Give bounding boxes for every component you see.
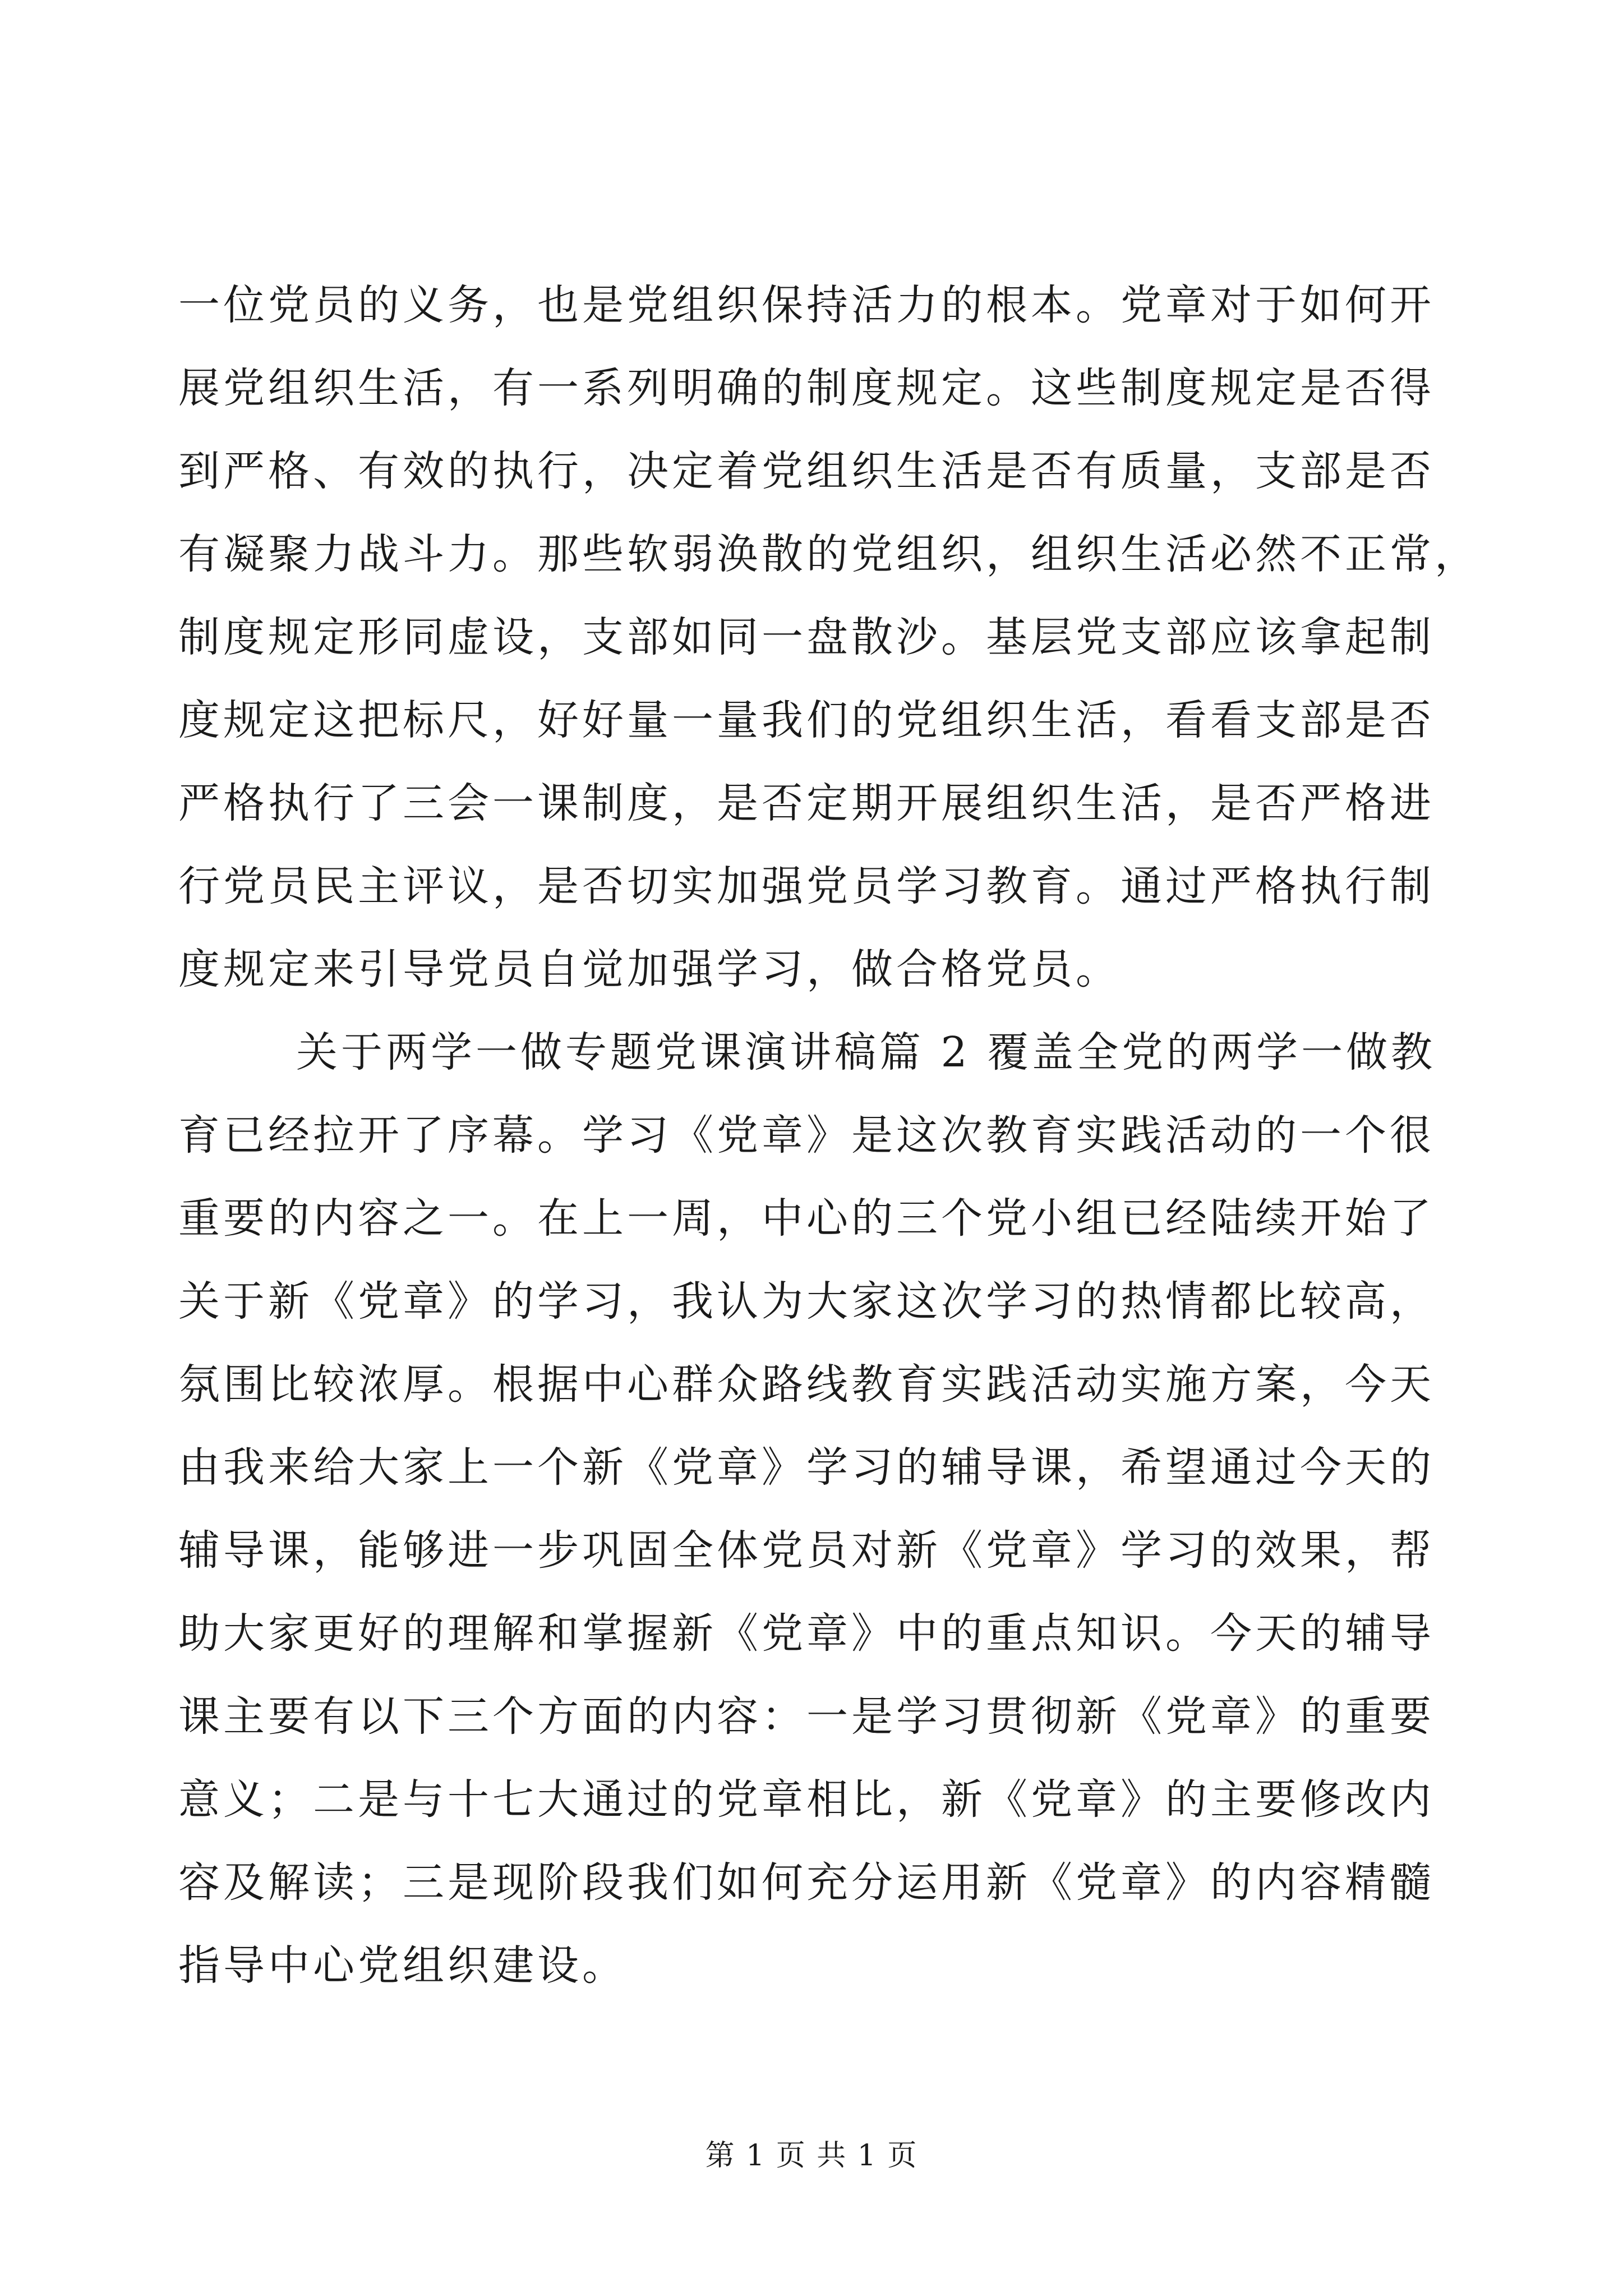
text-line-20: 容及解读；三是现阶段我们如何充分运用新《党章》的内容精髓 [178, 1858, 1435, 1907]
text-line-11: 育已经拉开了序幕。学习《党章》是这次教育实践活动的一个很 [178, 1111, 1435, 1159]
text-line-4: 有凝聚力战斗力。那些软弱涣散的党组织，组织生活必然不正常， [178, 530, 1479, 578]
text-line-17: 助大家更好的理解和掌握新《党章》中的重点知识。今天的辅导 [178, 1609, 1435, 1658]
page-number-label: 第 1 页 共 1 页 [705, 2139, 918, 2173]
text-line-9: 度规定来引导党员自觉加强学习，做合格党员。 [178, 945, 1121, 993]
text-line-3: 到严格、有效的执行，决定着党组织生活是否有质量，支部是否 [178, 447, 1435, 495]
text-line-15: 由我来给大家上一个新《党章》学习的辅导课，希望通过今天的 [178, 1443, 1435, 1492]
text-line-12: 重要的内容之一。在上一周，中心的三个党小组已经陆续开始了 [178, 1194, 1435, 1243]
text-line-16: 辅导课，能够进一步巩固全体党员对新《党章》学习的效果，帮 [178, 1526, 1435, 1575]
text-line-14: 氛围比较浓厚。根据中心群众路线教育实践活动实施方案，今天 [178, 1360, 1435, 1409]
text-line-1: 一位党员的义务，也是党组织保持活力的根本。党章对于如何开 [178, 281, 1435, 329]
text-line-13: 关于新《党章》的学习，我认为大家这次学习的热情都比较高， [178, 1277, 1435, 1326]
text-line-18: 课主要有以下三个方面的内容：一是学习贯彻新《党章》的重要 [178, 1692, 1435, 1741]
text-line-7: 严格执行了三会一课制度，是否定期开展组织生活，是否严格进 [178, 779, 1435, 827]
text-line-21: 指导中心党组织建设。 [178, 1941, 627, 1990]
text-line-6: 度规定这把标尺，好好量一量我们的党组织生活，看看支部是否 [178, 696, 1435, 744]
document-body [178, 264, 1479, 2007]
text-line-19: 意义；二是与十七大通过的党章相比，新《党章》的主要修改内 [178, 1775, 1435, 1824]
text-line-8: 行党员民主评议，是否切实加强党员学习教育。通过严格执行制 [178, 862, 1435, 910]
text-line-2: 展党组织生活，有一系列明确的制度规定。这些制度规定是否得 [178, 364, 1435, 412]
text-line-5: 制度规定形同虚设，支部如同一盘散沙。基层党支部应该拿起制 [178, 613, 1435, 661]
text-line-10: 关于两学一做专题党课演讲稿篇 2 覆盖全党的两学一做教 [296, 1028, 1436, 1076]
page-footer [0, 2132, 1623, 2174]
